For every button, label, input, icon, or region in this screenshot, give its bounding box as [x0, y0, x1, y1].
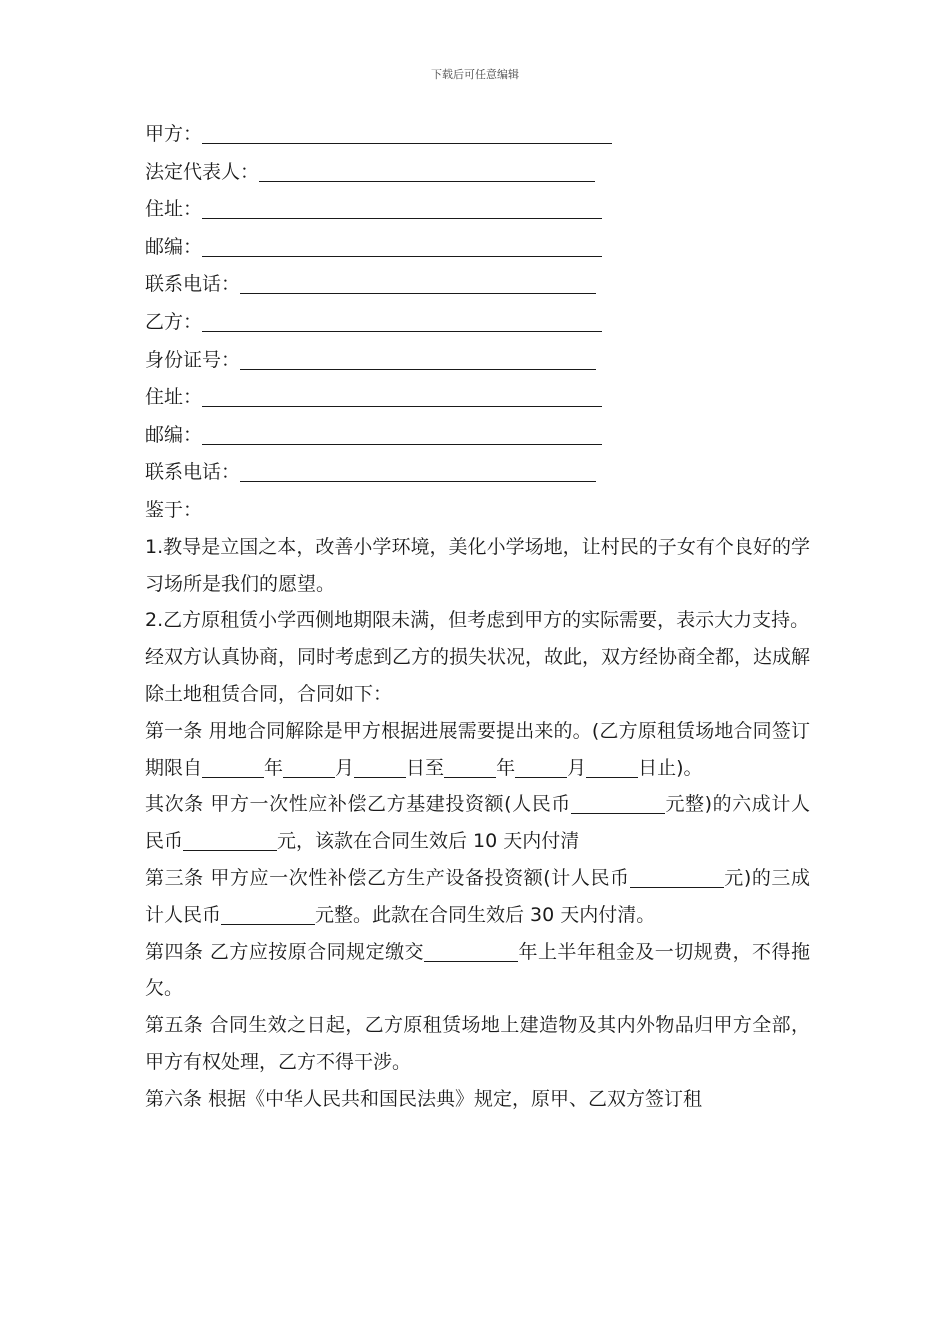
article-4-text-b: 年上半年租金及一切规费，不得拖欠。 [145, 940, 810, 1000]
start-month-blank[interactable] [283, 757, 335, 778]
header-note: 下载后可任意编辑 [431, 68, 519, 81]
party-a-rep-blank[interactable] [259, 159, 595, 182]
party-a-rep-line [145, 154, 810, 192]
end-month-blank[interactable] [515, 757, 567, 778]
article-1-text-f: 月 [567, 756, 587, 779]
party-b-id-line [145, 342, 810, 380]
party-b-phone-line [145, 454, 810, 492]
article-4-text-a: 第四条 乙方应按原合同规定缴交 [145, 940, 425, 963]
party-b-address-blank[interactable] [202, 384, 602, 407]
party-a-name-label: 甲方： [145, 123, 203, 145]
article-2-text-c: 元，该款在合同生效后 10 天内付清 [277, 830, 580, 853]
party-b-id-label: 身份证号： [145, 348, 241, 371]
contract-body [145, 116, 810, 1117]
consultation-paragraph: 经双方认真协商，同时考虑到乙方的损失状况，故此，双方经协商全都，达成解除土地租赁合同，合同如下： [145, 646, 811, 705]
party-b-name-line [145, 304, 810, 342]
party-a-postcode-label: 邮编： [145, 235, 203, 258]
party-a-postcode-blank[interactable] [202, 234, 602, 257]
equipment-investment-blank[interactable] [630, 867, 724, 888]
party-b-postcode-label: 邮编： [145, 423, 203, 446]
party-b-postcode-line [145, 417, 810, 455]
rent-year-blank[interactable] [424, 941, 518, 962]
party-a-address-blank[interactable] [202, 196, 602, 219]
article-2-text-b: 元整)的六成计人民币 [145, 793, 810, 853]
whereas-item-1: 1.教导是立国之本，改善小学环境，美化小学场地，让村民的子女有个良好的学习场所是我们的愿望。 [145, 535, 810, 595]
party-b-phone-blank[interactable] [240, 459, 596, 482]
party-a-postcode-line [145, 229, 810, 267]
article-2 [145, 786, 810, 860]
whereas-item-2: 2.乙方原租赁小学西侧地期限未满，但考虑到甲方的实际需要，表示大力支持。 [145, 609, 810, 632]
party-a-address-line [145, 191, 810, 229]
party-a-phone-line [145, 266, 810, 304]
article-1-text-e: 年 [496, 756, 516, 779]
party-a-name-blank[interactable] [202, 121, 612, 144]
article-3-text-b: 元)的三成计人民币 [145, 866, 810, 926]
party-b-phone-label: 联系电话： [145, 461, 241, 484]
equipment-compensation-blank[interactable] [221, 904, 315, 925]
party-b-id-blank[interactable] [240, 347, 596, 370]
party-b-postcode-blank[interactable] [202, 422, 602, 445]
article-3 [145, 860, 810, 934]
end-day-blank[interactable] [586, 757, 638, 778]
construction-compensation-blank[interactable] [183, 830, 277, 851]
article-2-text-a: 其次条 甲方一次性应补偿乙方基建投资额(人民币 [145, 793, 571, 816]
whereas-heading: 鉴于： [145, 498, 203, 521]
article-1-text-c: 月 [335, 756, 355, 779]
article-1-text-g: 日止)。 [638, 756, 703, 779]
party-b-address-label: 住址： [145, 386, 203, 409]
article-1 [145, 713, 810, 787]
party-a-address-label: 住址： [145, 198, 203, 221]
party-a-phone-blank[interactable] [240, 271, 596, 294]
article-5: 第五条 合同生效之日起，乙方原租赁场地上建造物及其内外物品归甲方全部，甲方有权处理，乙方不得干涉。 [145, 1014, 810, 1073]
party-b-name-blank[interactable] [202, 309, 602, 332]
article-3-text-a: 第三条 甲方应一次性补偿乙方生产设备投资额(计人民币 [145, 866, 630, 889]
article-1-text-d: 日至 [406, 756, 445, 779]
start-day-blank[interactable] [354, 757, 406, 778]
article-4 [145, 934, 810, 1008]
party-b-address-line [145, 379, 810, 417]
party-a-name-line [145, 116, 810, 154]
party-b-name-label: 乙方： [145, 310, 203, 333]
party-a-rep-label: 法定代表人： [145, 160, 260, 183]
end-year-blank[interactable] [444, 757, 496, 778]
article-1-text-a: 第一条 用地合同解除是甲方根据进展需要提出来的。(乙方原租赁场地合同签订期限自 [145, 719, 810, 779]
start-year-blank[interactable] [202, 757, 264, 778]
article-3-text-c: 元整。此款在合同生效后 30 天内付清。 [315, 903, 656, 926]
party-a-phone-label: 联系电话： [145, 273, 241, 296]
construction-investment-blank[interactable] [571, 793, 665, 814]
article-1-text-b: 年 [264, 756, 284, 779]
article-6: 第六条 根据《中华人民共和国民法典》规定，原甲、乙双方签订租 [145, 1087, 703, 1110]
